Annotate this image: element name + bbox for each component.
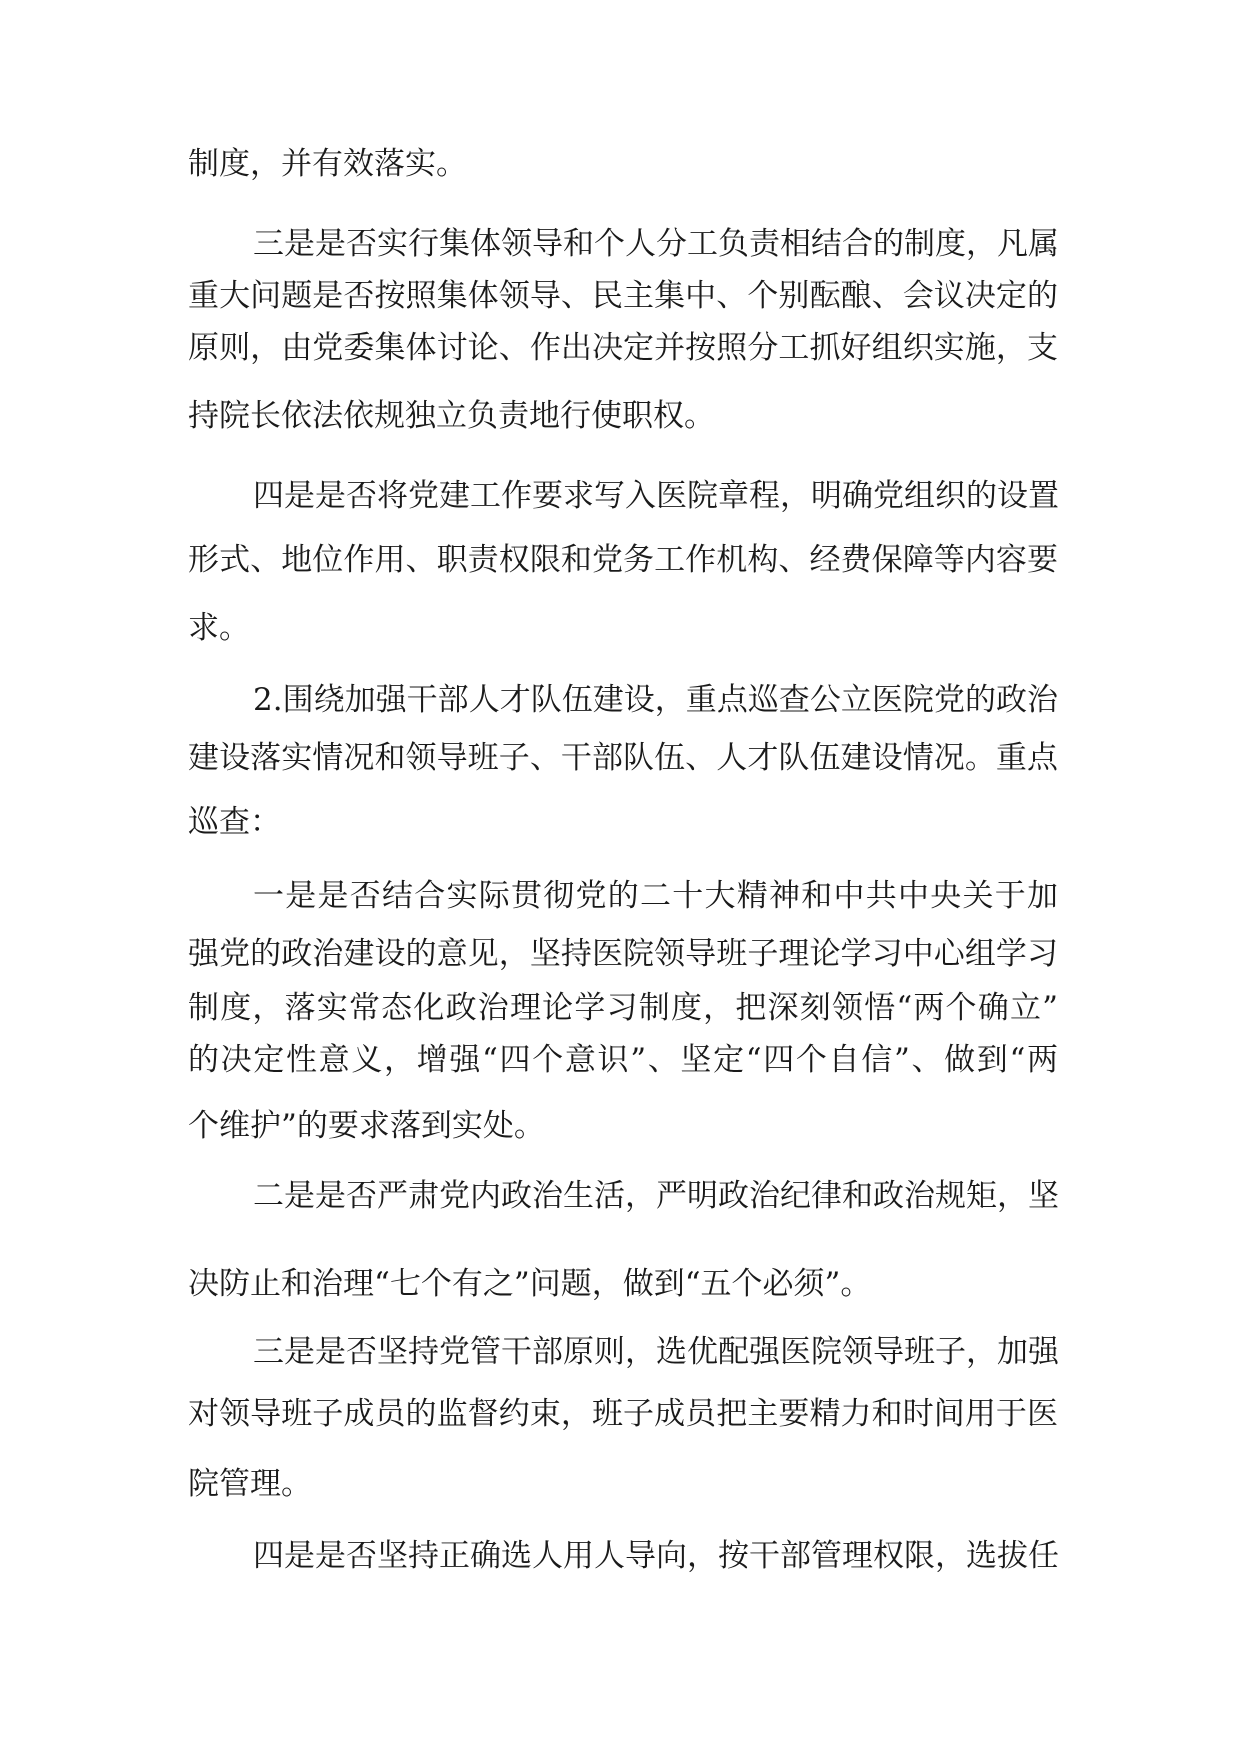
text-line: 形式、地位作用、职责权限和党务工作机构、经费保障等内容要	[188, 542, 1058, 578]
text-line: 建设落实情况和领导班子、干部队伍、人才队伍建设情况。重点	[188, 740, 1058, 776]
text-line: 个维护”的要求落到实处。	[188, 1108, 545, 1144]
text-line: 制度，落实常态化政治理论学习制度，把深刻领悟“两个确立”	[188, 990, 1058, 1026]
text-line: 二是是否严肃党内政治生活，严明政治纪律和政治规矩，坚	[253, 1178, 1059, 1214]
text-line: 三是是否坚持党管干部原则，选优配强医院领导班子，加强	[253, 1334, 1059, 1370]
text-line: 院管理。	[188, 1466, 312, 1502]
text-line: 持院长依法依规独立负责地行使职权。	[188, 398, 715, 434]
text-line: 原则，由党委集体讨论、作出决定并按照分工抓好组织实施，支	[188, 330, 1058, 366]
text-line: 制度，并有效落实。	[188, 146, 467, 182]
text-line: 强党的政治建设的意见，坚持医院领导班子理论学习中心组学习	[188, 936, 1058, 972]
text-line: 的决定性意义，增强“四个意识”、坚定“四个自信”、做到“两	[188, 1042, 1058, 1078]
text-line: 2.围绕加强干部人才队伍建设，重点巡查公立医院党的政治	[253, 682, 1058, 718]
text-line: 四是是否坚持正确选人用人导向，按干部管理权限，选拔任	[253, 1538, 1059, 1574]
text-line: 一是是否结合实际贯彻党的二十大精神和中共中央关于加	[253, 878, 1058, 914]
text-line: 决防止和治理“七个有之”问题，做到“五个必须”。	[188, 1266, 872, 1302]
text-line: 求。	[188, 610, 250, 646]
text-line: 巡查：	[188, 804, 281, 840]
text-line: 对领导班子成员的监督约束，班子成员把主要精力和时间用于医	[188, 1396, 1058, 1432]
text-line: 四是是否将党建工作要求写入医院章程，明确党组织的设置	[253, 478, 1059, 514]
text-line: 三是是否实行集体领导和个人分工负责相结合的制度，凡属	[253, 226, 1059, 262]
text-line: 重大问题是否按照集体领导、民主集中、个别酝酿、会议决定的	[188, 278, 1058, 314]
